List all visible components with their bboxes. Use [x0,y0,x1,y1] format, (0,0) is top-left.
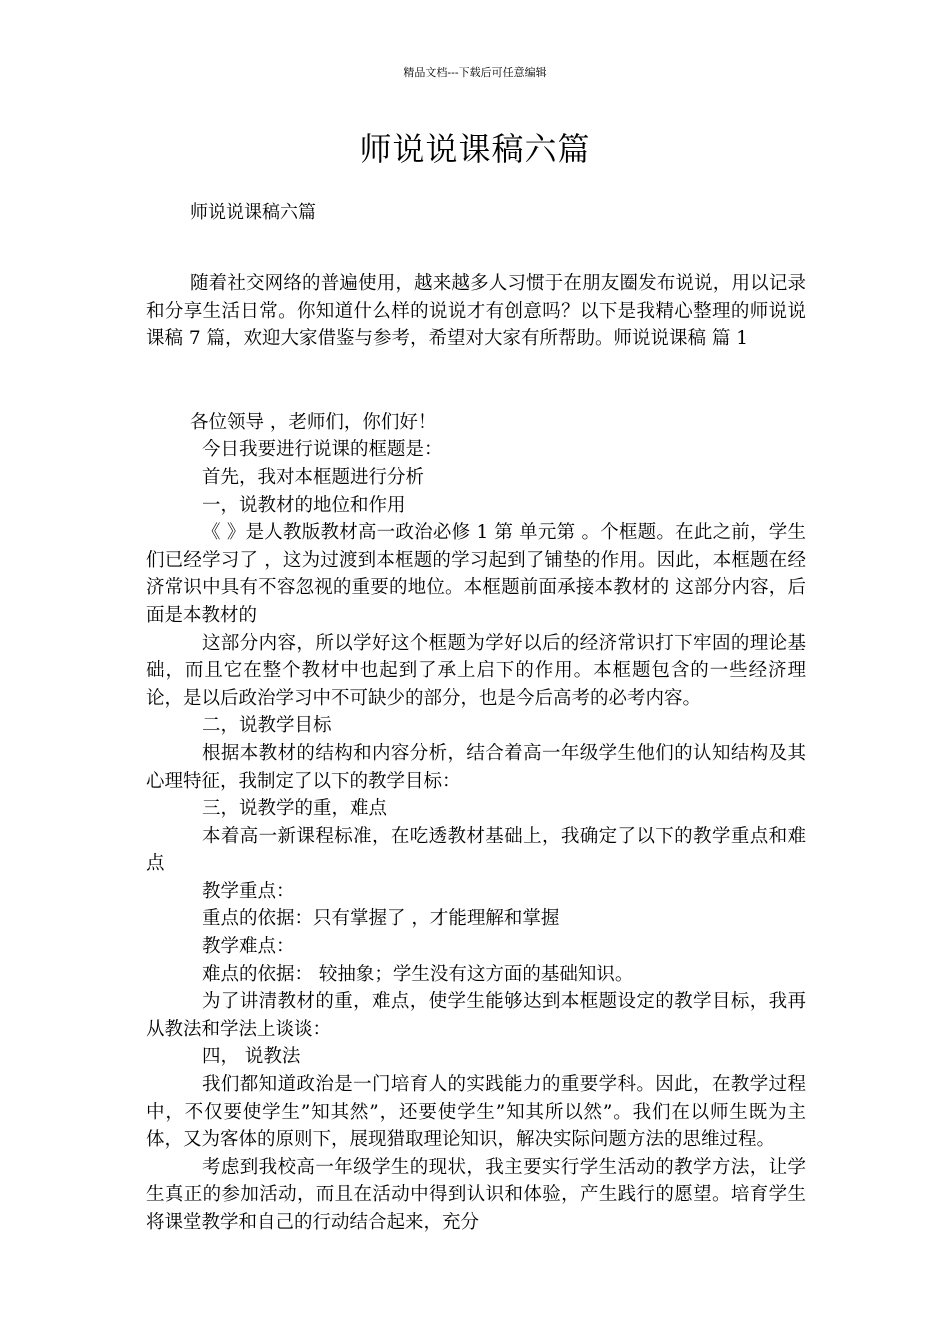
paragraph: 考虑到我校高一年级学生的现状，我主要实行学生活动的教学方法，让学生真正的参加活动，而且在活动中得到认识和体验，产生践行的愿望。培育学生将课堂教学和自己的行动结合起来，充分 [146,1156,806,1233]
paragraph: 重点的依据：只有掌握了 ，才能理解和掌握 [202,908,560,930]
paragraph: 教学难点： [202,936,295,958]
document-title: 师说说课稿六篇 [359,130,591,168]
paragraph: 这部分内容，所以学好这个框题为学好以后的经济常识打下牢固的理论基础，而且它在整个教材中也起到了承上启下的作用。本框题包含的一些经济理论，是以后政治学习中不可缺少的部分，也是今后高考的必考内容。 [146,632,806,709]
paragraph-gap [146,353,806,409]
page-header: 精品文档---下载后可任意编辑 [403,66,547,79]
paragraph: 《 》是人教版教材高一政治必修 1 第 单元第 。个框题。在此之前，学生们已经学习了 ，这为过渡到本框题的学习起到了铺垫的作用。因此，本框题在经济常识中具有不容忽视的重要的地位。本框题前面承接本教材的 这部分内容，后面是本教材的 [146,522,806,626]
paragraph: 难点的依据： 较抽象；学生没有这方面的基础知识。 [202,963,634,985]
paragraph: 今日我要进行说课的框题是： [202,439,443,461]
section-heading: 一，说教材的地位和作用 [202,494,406,516]
paragraph: 为了讲清教材的重，难点，使学生能够达到本框题设定的教学目标，我再从教法和学法上谈谈： [146,991,806,1040]
document-subtitle: 师说说课稿六篇 [190,202,316,223]
paragraph: 首先，我对本框题进行分析 [202,466,425,488]
paragraph: 教学重点： [202,880,295,902]
paragraph: 本着高一新课程标准，在吃透教材基础上，我确定了以下的教学重点和难点 [146,825,806,875]
section-heading: 三，说教学的重，难点 [202,798,388,820]
section-heading: 四， 说教法 [202,1046,301,1068]
paragraph-greeting: 各位领导 ，老师们，你们好！ [190,411,437,433]
paragraph: 我们都知道政治是一门培育人的实践能力的重要学科。因此，在教学过程中，不仅要使学生”知其然”，还要使学生”知其所以然”。我们在以师生既为主体，又为客体的原则下，展现猎取理论知识，解决实际问题方法的思维过程。 [146,1074,806,1151]
paragraph: 根据本教材的结构和内容分析，结合着高一年级学生他们的认知结构及其心理特征，我制定了以下的教学目标： [146,742,806,792]
section-heading: 二，说教学目标 [202,715,332,737]
document-body [146,270,806,1237]
paragraph-intro: 随着社交网络的普遍使用，越来越多人习惯于在朋友圈发布说说，用以记录和分享生活日常。你知道什么样的说说才有创意吗？以下是我精心整理的师说说课稿 7 篇，欢迎大家借鉴与参考，希望对大家有所帮助。师说说课稿 篇 1 [146,273,806,350]
